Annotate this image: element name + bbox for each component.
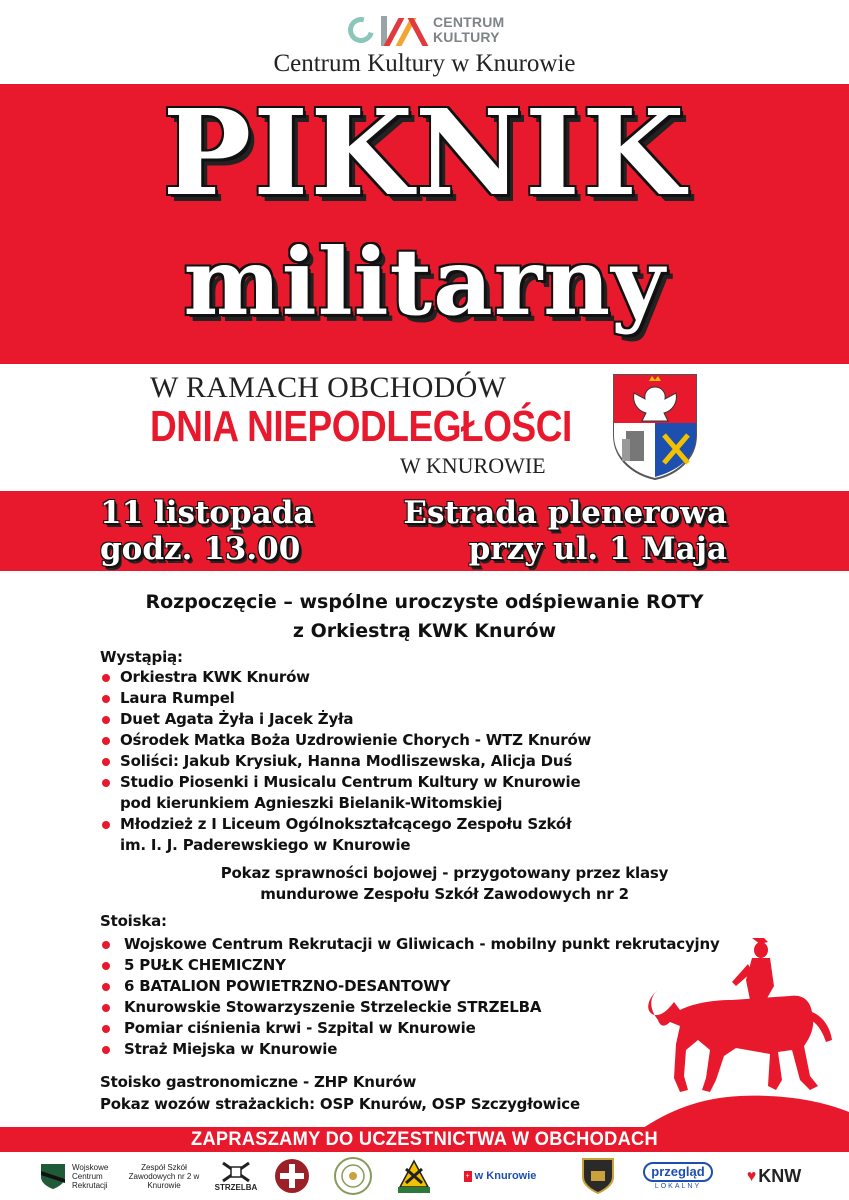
bullet-icon — [102, 674, 110, 682]
demo-line1: Pokaz sprawności bojowej - przygotowany przez klasy — [220, 864, 669, 882]
stands-label: Stoiska: — [100, 912, 167, 930]
stand-name: Wojskowe Centrum Rekrutacji w Gliwicach - mobilny punkt rekrutacyjny — [124, 935, 720, 953]
performer-name: Soliści: Jakub Krysiuk, Hanna Modliszewska, Alicja Duś — [120, 752, 573, 770]
event-date: 11 listopada — [100, 495, 314, 531]
event-time: godz. 13.00 — [100, 531, 301, 567]
list-item — [100, 688, 591, 709]
performer-name: Orkiestra KWK Knurów — [120, 668, 310, 686]
bullet-icon — [102, 1025, 110, 1033]
performer-name-continued: im. I. J. Paderewskiego w Knurowie — [120, 836, 411, 854]
opening-line2: z Orkiestrą KWK Knurów — [292, 620, 557, 642]
bullet-icon — [102, 983, 110, 991]
invite-text: ZAPRASZAMY DO UCZESTNICTWA W OBCHODACH — [191, 1129, 658, 1150]
opening-line1: Rozpoczęcie – wspólne uroczyste odśpiewanie ROTY — [145, 591, 704, 613]
stand-name: Straż Miejska w Knurowie — [124, 1040, 338, 1058]
sponsor-round-badge-logo — [332, 1156, 374, 1196]
demo-line2: mundurowe Zespołu Szkół Zawodowych nr 2 — [260, 885, 629, 903]
food-stand-info: Stoisko gastronomiczne - ZHP Knurów — [100, 1073, 417, 1091]
sponsor-wcr-logo — [38, 1156, 128, 1196]
sponsor-knw-text: KNW — [758, 1165, 802, 1186]
sponsor-zsz-logo — [128, 1156, 200, 1196]
title-militarny: militarny — [183, 228, 666, 336]
bullet-icon — [102, 1046, 110, 1054]
list-item — [100, 709, 591, 730]
list-item — [100, 997, 720, 1018]
centrum-kultury-logo — [345, 12, 515, 52]
szpital-badge: + — [465, 1172, 470, 1180]
performer-name-continued: pod kierunkiem Agnieszki Bielanik-Witomskiej — [120, 794, 503, 812]
performer-name: Ośrodek Matka Boża Uzdrowienie Chorych - WTZ Knurów — [120, 731, 592, 749]
organizer-name: Centrum Kultury w Knurowie — [273, 50, 576, 77]
logo-text — [433, 15, 504, 45]
bullet-icon — [102, 962, 110, 970]
list-item — [100, 955, 720, 976]
sponsor-zsz-text: Zespół Szkół Zawodowych nr 2 w Knurowie — [128, 1162, 200, 1190]
performer-name: Laura Rumpel — [120, 689, 235, 707]
sponsor-szpital-text: w Knurowie — [474, 1169, 537, 1182]
list-item — [100, 751, 591, 772]
stand-name: Knurowskie Stowarzyszenie Strzeleckie STRZELBA — [124, 998, 542, 1016]
sponsor-strzelba-logo — [204, 1156, 268, 1196]
sponsor-cross-logo — [272, 1156, 312, 1196]
event-venue: Estrada plenerowa — [403, 495, 727, 531]
sponsor-knw-logo — [738, 1156, 810, 1196]
bullet-icon — [102, 737, 110, 745]
list-item — [100, 667, 591, 688]
occasion-line1: W RAMACH OBCHODÓW — [150, 371, 507, 404]
stand-name: 6 BATALION POWIETRZNO-DESANTOWY — [124, 977, 451, 995]
round-seal-icon — [334, 1157, 372, 1195]
sponsor-przeglad-text: przegląd — [643, 1162, 712, 1182]
bullet-icon — [102, 779, 110, 787]
bullet-icon — [102, 1004, 110, 1012]
sponsor-mining-logo — [392, 1156, 436, 1196]
list-item — [100, 1018, 720, 1039]
performer-name: Młodzież z I Liceum Ogólnokształcącego Zespołu Szkół — [120, 815, 572, 833]
sponsor-przeglad-logo — [642, 1156, 714, 1196]
sponsor-straz-logo — [576, 1156, 620, 1196]
wcr-shield-icon — [38, 1161, 68, 1191]
occasion-line2: DNIA NIEPODLEGŁOŚCI — [150, 402, 572, 451]
list-item — [100, 730, 591, 751]
stand-name: 5 PUŁK CHEMICZNY — [124, 956, 286, 974]
performers-label: Wystąpią: — [100, 648, 183, 666]
sponsor-logos — [0, 1152, 849, 1200]
stand-name: Pomiar ciśnienia krwi - Szpital w Knurowie — [124, 1019, 476, 1037]
bullet-icon — [102, 758, 110, 766]
stands-list — [100, 934, 720, 1060]
sponsor-wcr-text: Wojskowe Centrum Rekrutacji — [72, 1162, 109, 1190]
bullet-icon — [102, 716, 110, 724]
logo-bar — [408, 18, 429, 46]
occasion-line3: W KNUROWIE — [400, 453, 546, 478]
title-piknik: PIKNIK — [162, 83, 687, 222]
heart-icon: ♥ — [746, 1167, 757, 1185]
sponsor-przeglad-subtext: LOKALNY — [654, 1182, 702, 1190]
fire-trucks-info: Pokaz wozów strażackich: OSP Knurów, OSP Szczygłowice — [100, 1095, 580, 1113]
performer-name: Duet Agata Żyła i Jacek Żyła — [120, 710, 354, 728]
event-venue-address: przy ul. 1 Maja — [468, 531, 727, 567]
bullet-icon — [102, 941, 110, 949]
bullet-icon — [102, 695, 110, 703]
performers-list — [100, 667, 591, 856]
list-item — [100, 976, 720, 997]
mining-emblem-icon — [394, 1157, 434, 1195]
performer-name: Studio Piosenki i Musicalu Centrum Kultury w Knurowie — [120, 773, 581, 791]
logo-text-line1: CENTRUM — [433, 14, 505, 30]
sponsor-strzelba-text: STRZELBA — [214, 1182, 258, 1192]
logo-ring-icon — [343, 12, 379, 48]
city-guard-badge-icon — [581, 1157, 615, 1195]
list-item — [100, 814, 591, 856]
bullet-icon — [102, 821, 110, 829]
cross-badge-icon — [274, 1158, 310, 1194]
crossed-rifles-icon — [221, 1161, 251, 1183]
logo-text-line2: KULTURY — [433, 29, 500, 45]
knurow-coat-of-arms-icon — [612, 373, 698, 481]
list-item — [100, 934, 720, 955]
list-item — [100, 1039, 720, 1060]
list-item — [100, 772, 591, 814]
sponsor-szpital-logo — [458, 1156, 542, 1196]
